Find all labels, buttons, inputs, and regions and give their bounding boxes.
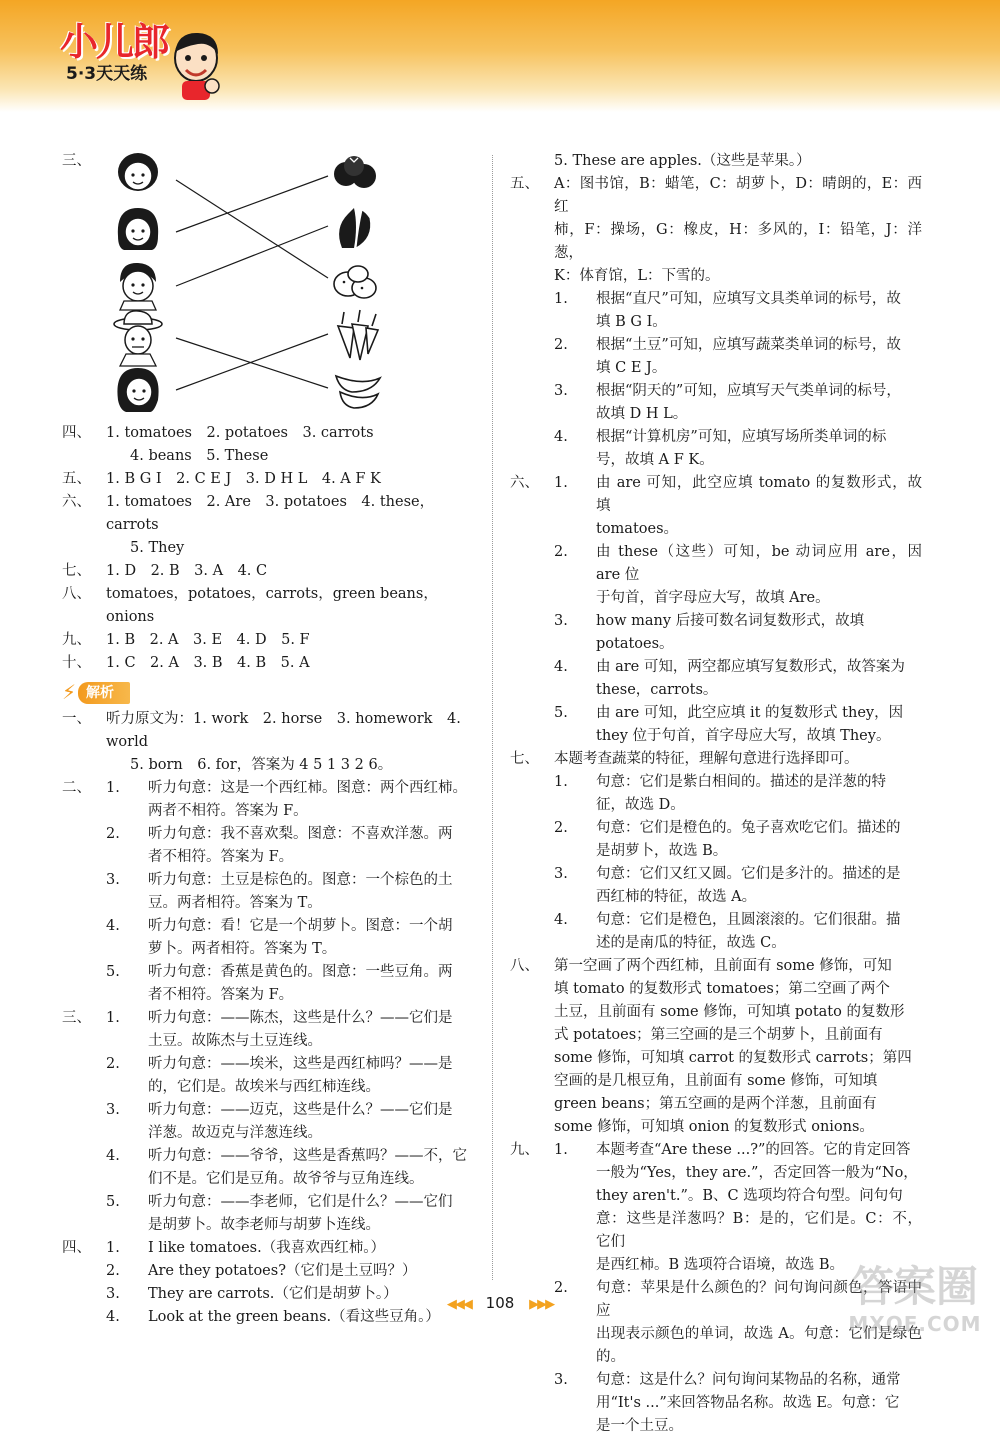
analysis-section — [62, 1007, 482, 1237]
item-body — [596, 288, 922, 334]
analysis-item — [554, 771, 922, 817]
item-line: tomatoes。 — [596, 521, 679, 537]
section-label: 十、 — [62, 655, 91, 671]
item-body — [148, 869, 482, 915]
item-line: 是胡萝卜，故选 B。 — [596, 843, 728, 859]
item-line: these，carrots。 — [596, 682, 718, 698]
intro-line: 土豆，且前面有 some 修饰，可知填 potato 的复数形 — [554, 1004, 905, 1020]
item-line: 意：这些是洋葱吗？B：是的，它们是。C：不，它们 — [596, 1211, 922, 1250]
item-body — [596, 472, 922, 541]
answer-row — [62, 422, 482, 468]
item-number: 2. — [106, 826, 120, 842]
section-label: 八、 — [510, 958, 539, 974]
analysis-item — [106, 1053, 482, 1099]
answer-text — [106, 422, 482, 468]
item-line: 者不相符。答案为 F。 — [148, 987, 294, 1003]
potatoes-icon — [334, 266, 376, 298]
item-line: they aren't.”。B、C 选项均符合句型。问句句 — [596, 1188, 903, 1204]
intro-line: some 修饰，可知填 onion 的复数形式 onions。 — [554, 1119, 874, 1135]
onions-icon — [339, 208, 371, 248]
bolt-icon: ⚡ — [62, 680, 77, 704]
answer-line: 1. tomatoes 2. Are 3. potatoes 4. these，carrots — [106, 494, 435, 533]
item-line: 听力句意：——李老师，它们是什么？——它们 — [148, 1194, 453, 1210]
analysis-body — [106, 1007, 482, 1237]
analysis-section — [510, 173, 922, 472]
intro-line: some 修饰，可知填 carrot 的复数形式 carrots；第四 — [554, 1050, 912, 1066]
item-number: 3. — [554, 1372, 568, 1388]
item-line: how many 后接可数名词复数形式，故填 — [596, 613, 865, 629]
item-line: 由 are 可知，此空应填 tomato 的复数形式，故填 — [596, 475, 922, 514]
item-number: 5. — [554, 705, 568, 721]
item-line: 两者不相符。答案为 F。 — [148, 803, 308, 819]
section-label: 七、 — [62, 563, 91, 579]
analysis-item — [554, 334, 922, 380]
answer-list — [62, 422, 482, 675]
watermark-logo-text: 答案圈 — [851, 1262, 978, 1311]
item-body — [596, 426, 922, 472]
answer-line: 1. B G I 2. C E J 3. D H L 4. A F K — [106, 471, 381, 487]
item-line: 一般为“Yes，they are.”，否定回答一般为“No， — [596, 1165, 918, 1181]
item-line: 听力句意：土豆是棕色的。图意：一个棕色的土 — [148, 872, 453, 888]
intro-line: 本题考查蔬菜的特征，理解句意进行选择即可。 — [554, 751, 859, 767]
answer-text — [106, 652, 482, 675]
item-line: they 位于句首，首字母应大写，故填 They。 — [596, 728, 891, 744]
teacher-face-icon — [117, 368, 158, 412]
analysis-item — [554, 863, 922, 909]
item-line: 于句首，首字母应大写，故填 Are。 — [596, 590, 830, 606]
answer-text — [106, 468, 482, 491]
item-number: 5. — [106, 964, 120, 980]
item-line: 豆。两者相符。答案为 T。 — [148, 895, 322, 911]
woman-face-icon — [118, 208, 158, 250]
analysis-section — [62, 1237, 482, 1329]
analysis-item — [106, 1260, 482, 1283]
analysis-item — [554, 1139, 922, 1277]
matching-exercise — [62, 150, 482, 422]
item-body — [148, 777, 482, 823]
next-arrows-icon: ▶▶▶ — [529, 1297, 554, 1312]
item-body — [596, 656, 922, 702]
watermark-url: MXQE.COM — [848, 1312, 982, 1336]
answer-text — [106, 560, 482, 583]
item-line: 西红柿的特征，故选 A。 — [596, 889, 757, 905]
item-number: 2. — [554, 337, 568, 353]
analysis-section — [510, 748, 922, 955]
item-number: 3. — [106, 872, 120, 888]
item-number: 1. — [106, 1010, 120, 1026]
item-line: 的，它们是。故埃米与西红柿连线。 — [148, 1079, 380, 1095]
section-label: 五、 — [510, 176, 539, 192]
analysis-item — [106, 823, 482, 869]
item-line: Look at the green beans.（看这些豆角。） — [148, 1309, 440, 1325]
item-line: 述的是南瓜的特征，故选 C。 — [596, 935, 786, 951]
answer-row — [62, 583, 482, 629]
item-line: 号，故填 A F K。 — [596, 452, 714, 468]
item-body — [148, 1053, 482, 1099]
item-line: 是西红柿。B 选项符合语境，故选 B。 — [596, 1257, 845, 1273]
section-label: 五、 — [62, 471, 91, 487]
item-number: 2. — [106, 1056, 120, 1072]
intro-line: 第一空画了两个西红柿，且前面有 some 修饰，可知 — [554, 958, 892, 974]
intro-line: A：图书馆，B：蜡笔，C：胡萝卜，D：晴朗的，E：西红 — [554, 176, 922, 215]
item-number: 4. — [106, 1309, 120, 1325]
analysis-body — [106, 777, 482, 1007]
brand-logo — [60, 22, 168, 86]
grandpa-face-icon — [114, 311, 162, 366]
analysis-item — [106, 1237, 482, 1260]
answer-line: tomatoes，potatoes，carrots，green beans，onions — [106, 586, 438, 625]
item-line: 听力句意：香蕉是黄色的。图意：一些豆角。两 — [148, 964, 453, 980]
section-label: 七、 — [510, 751, 539, 767]
answer-text — [106, 629, 482, 652]
carrots-icon — [338, 310, 378, 360]
prev-arrows-icon: ◀◀◀ — [446, 1297, 471, 1312]
item-line: 本题考查“Are these ...?”的回答。它的肯定回答 — [596, 1142, 911, 1158]
analysis-line: 听力原文为：1. work 2. horse 3. homework 4. world — [106, 711, 461, 750]
item-body — [148, 1007, 482, 1053]
analysis-item — [554, 1369, 922, 1438]
intro-line: K：体育馆，L：下雪的。 — [554, 268, 720, 284]
item-number: 1. — [554, 291, 568, 307]
item-line: 是胡萝卜。故李老师与胡萝卜连线。 — [148, 1217, 380, 1233]
item-number: 1. — [106, 780, 120, 796]
analysis-item — [554, 909, 922, 955]
section-label: 三、 — [62, 153, 91, 169]
item-number: 4. — [554, 912, 568, 928]
answer-text — [106, 583, 482, 629]
analysis-item — [106, 915, 482, 961]
right-column — [510, 150, 922, 1438]
item-body — [148, 1260, 482, 1283]
item-line: 由 are 可知，此空应填 it 的复数形式 they，因 — [596, 705, 904, 721]
item-line: 征，故选 D。 — [596, 797, 685, 813]
item-line: 出现表示颜色的单词，故选 A。句意：它们是绿色的。 — [596, 1326, 922, 1365]
intro-line: 空画的是几根豆角，且前面有 some 修饰，可知填 — [554, 1073, 878, 1089]
item-line: 句意：这是什么？问句询问某物品的名称，通常 — [596, 1372, 901, 1388]
section-label: 四、 — [62, 1240, 91, 1256]
item-body — [596, 909, 922, 955]
answer-text — [106, 491, 482, 560]
item-line: 句意：苹果是什么颜色的？问句询问颜色，答语中应 — [596, 1280, 922, 1319]
item-line: 填 B G I。 — [596, 314, 667, 330]
analysis-item — [554, 610, 922, 656]
analysis-list-right — [510, 173, 922, 1438]
item-body — [148, 915, 482, 961]
answer-row — [62, 491, 482, 560]
answer-row — [62, 629, 482, 652]
item-line: 根据“计算机房”可知，应填写场所类单词的标 — [596, 429, 887, 445]
item-number: 2. — [106, 1263, 120, 1279]
section-label: 六、 — [510, 475, 539, 491]
analysis-body — [554, 955, 922, 1139]
item-line: potatoes。 — [596, 636, 674, 652]
item-line: 句意：它们又红又圆。它们是多汁的。描述的是 — [596, 866, 901, 882]
item-line: 用“It's ...”来回答物品名称。故选 E。句意：它 — [596, 1395, 900, 1411]
item-line: 填 C E J。 — [596, 360, 667, 376]
analysis-body — [106, 1237, 482, 1329]
item-body — [596, 771, 922, 817]
item-line: 土豆。故陈杰与土豆连线。 — [148, 1033, 322, 1049]
item-number: 1. — [554, 1142, 568, 1158]
item-number: 3. — [106, 1286, 120, 1302]
item-line: 听力句意：——埃米，这些是西红柿吗？——是 — [148, 1056, 453, 1072]
item-number: 3. — [554, 613, 568, 629]
item-line: 根据“土豆”可知，应填写蔬菜类单词的标号，故 — [596, 337, 901, 353]
analysis-badge — [62, 681, 130, 704]
analysis-item — [106, 1099, 482, 1145]
answer-line: 1. B 2. A 3. E 4. D 5. F — [106, 632, 310, 648]
item-line: 听力句意：——陈杰，这些是什么？——它们是 — [148, 1010, 453, 1026]
item-body — [596, 1369, 922, 1438]
green-beans-icon — [336, 376, 380, 408]
analysis-item — [106, 869, 482, 915]
analysis-item — [554, 541, 922, 610]
analysis-section — [62, 777, 482, 1007]
item-line: 句意：它们是橙色的。兔子喜欢吃它们。描述的 — [596, 820, 901, 836]
item-line: They are carrots.（它们是胡萝卜。） — [148, 1286, 398, 1302]
item-body — [148, 823, 482, 869]
analysis-item — [554, 702, 922, 748]
girl-face-icon — [118, 153, 158, 191]
page-number: 108 — [485, 1294, 515, 1312]
item-line: 句意：它们是紫白相间的。描述的是洋葱的特 — [596, 774, 886, 790]
page-header — [0, 0, 1000, 112]
section-label: 二、 — [62, 780, 91, 796]
analysis-item — [106, 961, 482, 1007]
item-line: 句意：它们是橙色，且圆滚滚的。它们很甜。描 — [596, 912, 901, 928]
item-line: 们不是。它们是豆角。故爷爷与豆角连线。 — [148, 1171, 424, 1187]
column-divider — [492, 155, 493, 1280]
item-body — [596, 334, 922, 380]
item-number: 3. — [106, 1102, 120, 1118]
analysis-item — [106, 1191, 482, 1237]
item-number: 2. — [554, 820, 568, 836]
item-body — [596, 380, 922, 426]
item-line: 根据“阴天的”可知，应填写天气类单词的标号， — [596, 383, 901, 399]
intro-line: 填 tomato 的复数形式 tomatoes；第二空画了两个 — [554, 981, 890, 997]
item-line: 听力句意：——爷爷，这些是香蕉吗？——不，它 — [148, 1148, 467, 1164]
analysis-item — [554, 472, 922, 541]
analysis-item — [106, 1007, 482, 1053]
analysis-body — [106, 708, 482, 777]
item-line: 是一个土豆。 — [596, 1418, 683, 1434]
section-label: 九、 — [510, 1142, 539, 1158]
watermark — [835, 1262, 995, 1336]
answer-line: 1. D 2. B 3. A 4. C — [106, 563, 268, 579]
analysis-item — [106, 777, 482, 823]
item-body — [596, 541, 922, 610]
intro-line: green beans；第五空画的是两个洋葱，且前面有 — [554, 1096, 877, 1112]
answer-line: 1. C 2. A 3. B 4. B 5. A — [106, 655, 310, 671]
analysis-item — [554, 380, 922, 426]
answer-line: 1. tomatoes 2. potatoes 3. carrots — [106, 425, 374, 441]
analysis-list — [62, 708, 482, 1329]
item-number: 1. — [554, 774, 568, 790]
answer-row — [62, 652, 482, 675]
matching-lines — [176, 176, 328, 390]
item-body — [596, 702, 922, 748]
item-body — [148, 1191, 482, 1237]
section-label: 四、 — [62, 425, 91, 441]
intro-line: 柿，F：操场，G：橡皮，H：多风的，I：铅笔，J：洋葱， — [554, 222, 922, 261]
item-line: 由 these（这些）可知，be 动词应用 are，因 are 位 — [596, 544, 922, 583]
item-number: 4. — [554, 429, 568, 445]
item-number: 4. — [554, 659, 568, 675]
logo-subtitle: 5·3天天练 — [66, 64, 148, 84]
item-number: 3. — [554, 383, 568, 399]
section-label: 八、 — [62, 586, 91, 602]
left-column — [62, 150, 482, 1329]
item-line: 洋葱。故迈克与洋葱连线。 — [148, 1125, 322, 1141]
mascot-boy-icon — [168, 28, 224, 100]
intro-line: 式 potatoes；第三空画的是三个胡萝卜，且前面有 — [554, 1027, 883, 1043]
item-line: 萝卜。两者相符。答案为 T。 — [148, 941, 337, 957]
item-body — [596, 610, 922, 656]
section-label: 三、 — [62, 1010, 91, 1026]
section-label: 六、 — [62, 494, 91, 510]
item-body — [148, 961, 482, 1007]
tomatoes-icon — [334, 156, 376, 188]
answer-row — [62, 468, 482, 491]
analysis-body — [554, 472, 922, 748]
item-number: 4. — [106, 1148, 120, 1164]
matching-illustration — [106, 150, 396, 422]
item-line: 者不相符。答案为 F。 — [148, 849, 294, 865]
item-line: Are they potatoes?（它们是土豆吗？） — [148, 1263, 417, 1279]
logo-title: 小儿郎 — [60, 20, 169, 64]
analysis-item — [554, 656, 922, 702]
item-number: 4. — [106, 918, 120, 934]
analysis-line: 5. born 6. for，答案为 4 5 1 3 2 6。 — [130, 757, 393, 773]
analysis-section — [510, 472, 922, 748]
analysis-section — [62, 708, 482, 777]
item-line: 听力句意：这是一个西红柿。图意：两个西红柿。 — [148, 780, 467, 796]
analysis-item — [554, 426, 922, 472]
boy-face-icon — [120, 263, 156, 310]
item-number: 2. — [554, 544, 568, 560]
section-label: 九、 — [62, 632, 91, 648]
analysis-section — [510, 955, 922, 1139]
item-number: 1. — [106, 1240, 120, 1256]
item-body — [148, 1145, 482, 1191]
item-body — [596, 1139, 922, 1277]
item-body — [148, 1237, 482, 1260]
analysis-item — [554, 817, 922, 863]
item-line: 听力句意：看！它是一个胡萝卜。图意：一个胡 — [148, 918, 453, 934]
continued-line: 5. These are apples.（这些是苹果。） — [554, 153, 811, 169]
answer-line: 5. They — [130, 540, 185, 556]
answer-line: 4. beans 5. These — [130, 448, 269, 464]
item-number: 5. — [106, 1194, 120, 1210]
item-number: 1. — [554, 475, 568, 491]
analysis-item — [554, 288, 922, 334]
item-line: 听力句意：我不喜欢梨。图意：不喜欢洋葱。两 — [148, 826, 453, 842]
item-line: 由 are 可知，两空都应填写复数形式，故答案为 — [596, 659, 905, 675]
section-label: 一、 — [62, 711, 91, 727]
item-line: 听力句意：——迈克，这些是什么？——它们是 — [148, 1102, 453, 1118]
analysis-item — [106, 1145, 482, 1191]
item-body — [596, 863, 922, 909]
item-line: I like tomatoes.（我喜欢西红柿。） — [148, 1240, 385, 1256]
analysis-body — [554, 173, 922, 472]
item-line: 根据“直尺”可知，应填写文具类单词的标号，故 — [596, 291, 901, 307]
item-number: 3. — [554, 866, 568, 882]
analysis-heading: 解析 — [78, 682, 130, 704]
answer-row — [62, 560, 482, 583]
item-number: 2. — [554, 1280, 568, 1296]
item-body — [596, 817, 922, 863]
item-line: 故填 D H L。 — [596, 406, 688, 422]
analysis-body — [554, 748, 922, 955]
item-body — [148, 1099, 482, 1145]
